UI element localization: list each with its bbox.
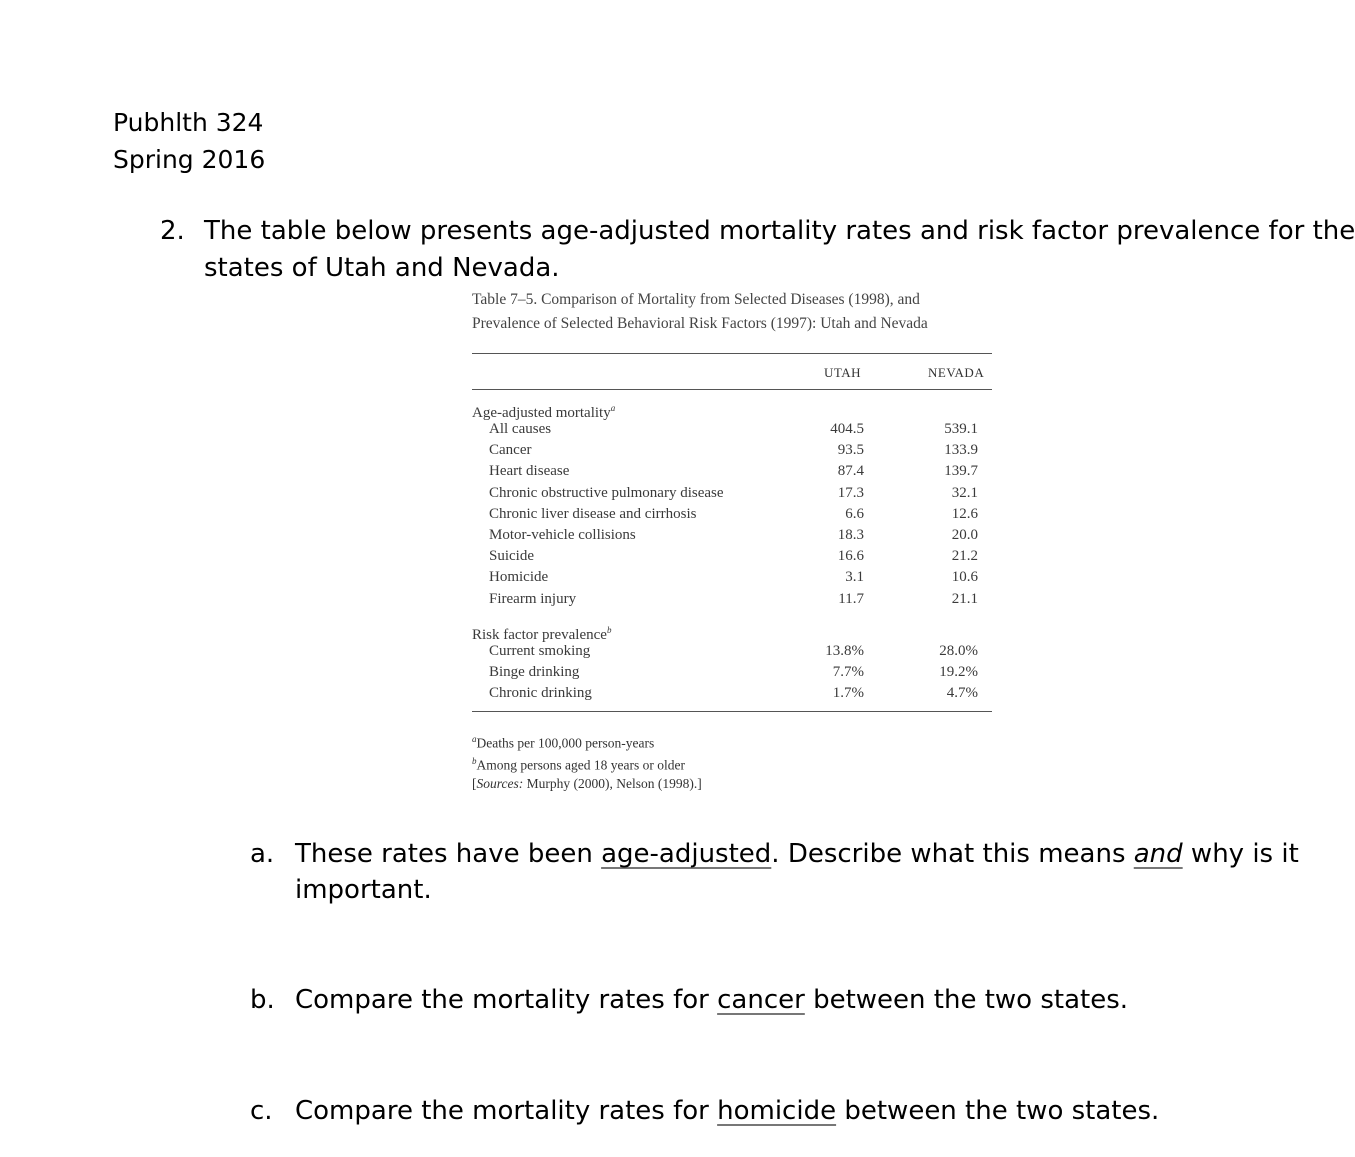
nevada-value: 539.1: [944, 421, 978, 437]
row-label: Suicide: [489, 548, 534, 564]
utah-value: 6.6: [845, 506, 864, 522]
section-label: Age-adjusted mortality: [472, 405, 611, 421]
footnote-b: [472, 751, 685, 776]
section-heading-risk: [472, 620, 992, 641]
table-row: [472, 662, 992, 683]
utah-value: 1.7%: [832, 685, 864, 701]
part-c-pre: Compare the mortality rates for: [295, 1096, 718, 1126]
table-row: [472, 546, 992, 567]
part-c-term: homicide: [717, 1096, 837, 1126]
nevada-value: 28.0%: [939, 643, 978, 659]
sources-text: Murphy (2000), Nelson (1998).]: [523, 776, 702, 791]
utah-value: 18.3: [837, 527, 864, 543]
part-c-text: [295, 1093, 1159, 1129]
table-sources: [472, 774, 702, 794]
row-label: Cancer: [489, 442, 532, 458]
nevada-value: 19.2%: [939, 664, 978, 680]
nevada-value: 21.1: [951, 591, 978, 607]
nevada-value: 12.6: [951, 506, 978, 522]
section-heading-mortality: [472, 398, 992, 419]
row-label: Chronic drinking: [489, 685, 592, 701]
row-label: Firearm injury: [489, 591, 577, 607]
part-b-term: cancer: [717, 985, 805, 1015]
utah-value: 7.7%: [832, 664, 864, 680]
part-a-line-2: important.: [295, 875, 432, 905]
nevada-value: 133.9: [944, 442, 978, 458]
question-line-1: The table below presents age-adjusted mortality rates and risk factor prevalence for the: [204, 216, 1355, 246]
utah-value: 93.5: [837, 442, 864, 458]
row-label: Chronic obstructive pulmonary disease: [489, 485, 724, 501]
table-row: [472, 567, 992, 588]
table-caption: [472, 288, 992, 336]
footnote-a: [472, 729, 654, 754]
part-b-post: between the two states.: [804, 985, 1129, 1015]
table-row: [472, 641, 992, 662]
footnote-mark: a: [610, 403, 616, 413]
question-text: [204, 213, 1355, 287]
footnote-text: Among persons aged 18 years or older: [476, 757, 685, 773]
table-caption-line-1: Table 7–5. Comparison of Mortality from Selected Diseases (1998), and: [472, 291, 920, 308]
table-header-rule: [472, 389, 992, 390]
term-label: Spring 2016: [113, 145, 266, 174]
question-line-2: states of Utah and Nevada.: [204, 253, 560, 283]
table-bottom-rule: [472, 711, 992, 712]
column-header-nevada: NEVADA: [928, 365, 985, 380]
nevada-value: 4.7%: [946, 685, 978, 701]
table-row: [472, 525, 992, 546]
utah-value: 404.5: [830, 421, 864, 437]
utah-value: 17.3: [837, 485, 864, 501]
nevada-value: 32.1: [951, 485, 978, 501]
utah-value: 3.1: [845, 569, 864, 585]
row-label: Homicide: [489, 569, 549, 585]
footnote-mark: a: [472, 734, 477, 744]
section-label: Risk factor prevalence: [472, 627, 607, 643]
part-c-post: between the two states.: [836, 1096, 1160, 1126]
table-top-rule: [472, 353, 992, 354]
part-c-letter: c.: [250, 1096, 273, 1126]
part-a-emphasis: and: [1133, 839, 1183, 869]
course-title: Pubhlth 324: [113, 108, 264, 137]
utah-value: 16.6: [837, 548, 864, 564]
part-a-letter: a.: [250, 839, 275, 869]
document-header: [113, 104, 265, 178]
nevada-value: 10.6: [951, 569, 978, 585]
part-a-mid: . Describe what this means: [771, 839, 1134, 869]
nevada-value: 20.0: [951, 527, 978, 543]
table-caption-line-2: Prevalence of Selected Behavioral Risk Factors (1997): Utah and Nevada: [472, 315, 928, 332]
sources-bracket: [: [472, 776, 477, 791]
part-b-text: [295, 982, 1128, 1018]
table-row: [472, 683, 992, 704]
part-b-pre: Compare the mortality rates for: [295, 985, 718, 1015]
column-header-utah: UTAH: [824, 365, 862, 380]
row-label: Current smoking: [489, 643, 591, 659]
footnote-mark: b: [472, 756, 477, 766]
utah-value: 87.4: [837, 463, 864, 479]
part-a-term: age-adjusted: [601, 839, 772, 869]
table-row: [472, 440, 992, 461]
row-label: Chronic liver disease and cirrhosis: [489, 506, 697, 522]
footnote-mark: b: [606, 625, 612, 635]
row-label: All causes: [489, 421, 552, 437]
sources-label: Sources:: [476, 776, 524, 791]
part-a-pre: These rates have been: [295, 839, 602, 869]
table-row: [472, 483, 992, 504]
table-row: [472, 419, 992, 440]
nevada-value: 21.2: [951, 548, 978, 564]
table-row: [472, 461, 992, 482]
row-label: Binge drinking: [489, 664, 580, 680]
nevada-value: 139.7: [944, 463, 978, 479]
question-number: 2.: [160, 216, 185, 246]
table-row: [472, 504, 992, 525]
utah-value: 13.8%: [825, 643, 864, 659]
footnote-text: Deaths per 100,000 person-years: [476, 735, 655, 751]
part-b-letter: b.: [250, 985, 275, 1015]
table-row: [472, 589, 992, 610]
part-a-text: [295, 836, 1299, 872]
row-label: Heart disease: [489, 463, 570, 479]
row-label: Motor-vehicle collisions: [489, 527, 636, 543]
mortality-table: [472, 288, 992, 791]
utah-value: 11.7: [838, 591, 864, 607]
part-a-post: why is it: [1182, 839, 1299, 869]
